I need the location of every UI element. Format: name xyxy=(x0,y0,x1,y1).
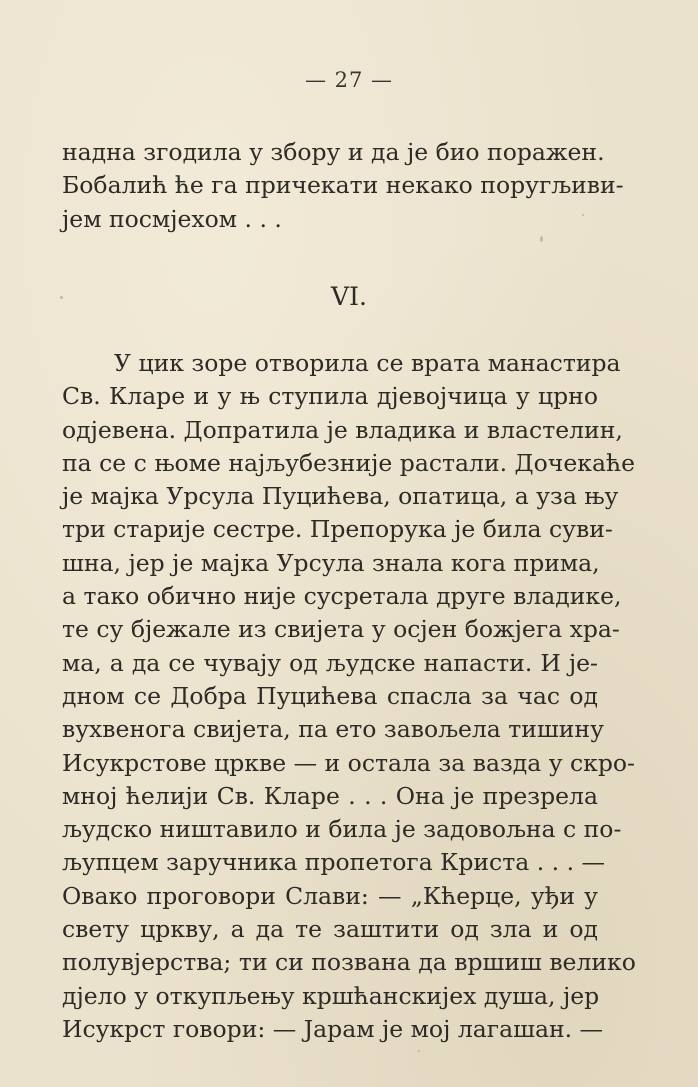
text-line: шна, јер је мајка Урсула знала кога прима, xyxy=(62,548,600,577)
paper-speck xyxy=(60,296,63,299)
text-line: одјевена. Допратила је владика и властелин, xyxy=(62,415,623,444)
section-heading: VI. xyxy=(331,282,367,311)
text-line: свету цркву, а да те заштити од зла и од xyxy=(62,915,598,944)
text-line: надна згодила у збору и да је био поражен. xyxy=(62,138,605,166)
text-line: је мајка Урсула Пуцићева, опатица, а уза њу xyxy=(62,482,619,511)
text-line: Овако проговори Слави: — „Кћерце, уђи у xyxy=(62,881,598,910)
text-line: јем посмјехом . . . xyxy=(62,204,282,233)
paper-speck xyxy=(540,236,543,242)
text-line: У цик зоре отворила се врата манастира xyxy=(114,349,621,377)
paragraph-continuation xyxy=(62,136,624,236)
text-line: дном се Добра Пуцићева спасла за час од xyxy=(62,681,598,710)
text-line: Св. Кларе и у њ ступила дјевојчица у црно xyxy=(62,382,598,411)
text-line: а тако обично није сусретала друге владике, xyxy=(62,582,622,611)
paper-speck xyxy=(582,214,584,216)
text-line: три старије сестре. Препорука је била суви- xyxy=(62,515,613,544)
text-line: полувјерства; ти си позвана да вршиш велико xyxy=(62,948,636,977)
page-number: — 27 — xyxy=(304,68,394,92)
text-line: вухвенога свијета, па ето завољела тишину xyxy=(62,715,604,744)
text-line: па се с њоме најљубезније растали. Дочекаће xyxy=(62,448,635,477)
text-line: љупцем заручника пропетога Криста . . . — xyxy=(62,848,606,877)
paper-speck xyxy=(418,1050,420,1052)
paragraph-main xyxy=(62,347,636,1046)
text-line: дјело у откупљењу кршћанскијех душа, јер xyxy=(62,981,600,1010)
text-line: те су бјежале из свијета у осјен божјега хра- xyxy=(62,615,620,644)
text-line: Исукрстове цркве — и остала за вазда у скро- xyxy=(62,748,635,777)
text-line: ма, а да се чувају од људске напасти. И је- xyxy=(62,648,598,677)
text-line: мној ћелији Св. Кларе . . . Она је презрела xyxy=(62,781,598,810)
text-line: људско ништавило и била је задовољна с по- xyxy=(62,815,622,844)
text-line: Бобалић ће га причекати некако поругљиви- xyxy=(62,171,624,200)
text-line: Исукрст говори: — Јарам је мој лагашан. — xyxy=(62,1014,604,1043)
